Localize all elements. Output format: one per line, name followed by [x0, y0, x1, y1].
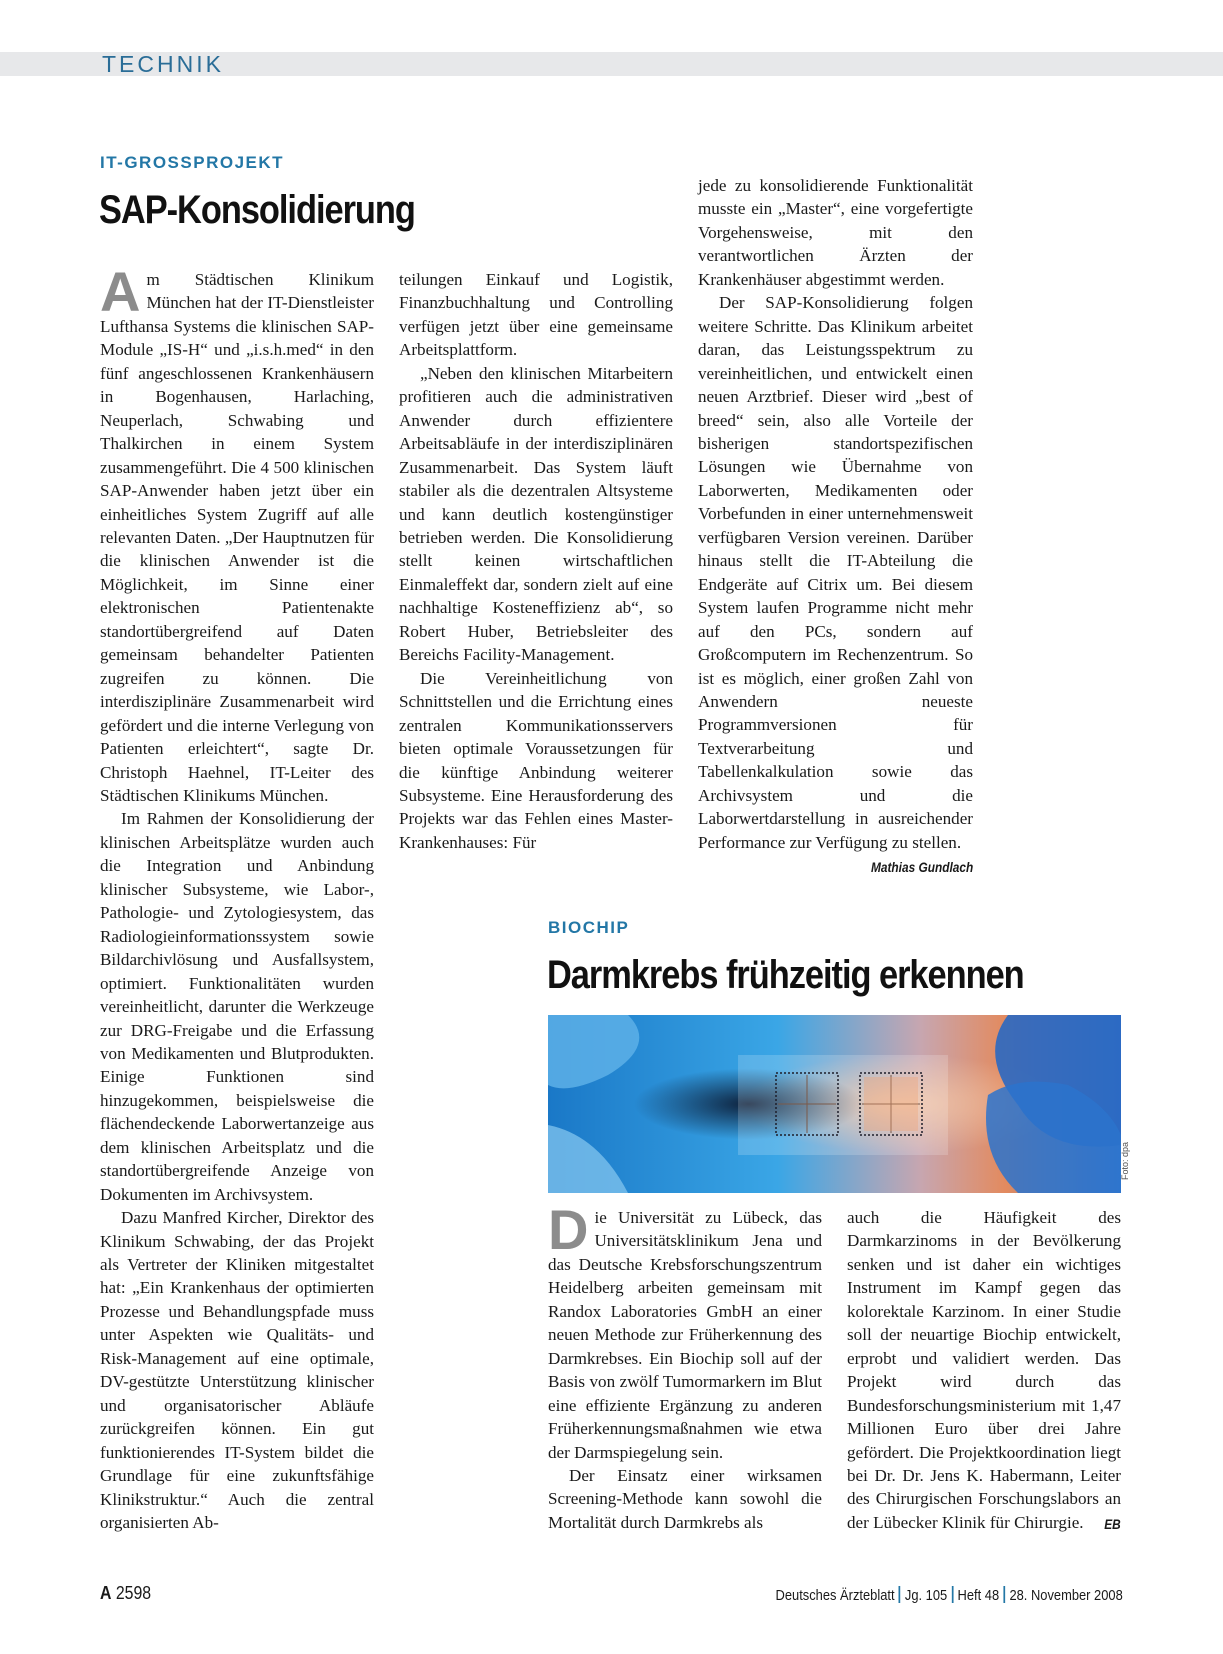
article1-col2-para-3: Die Vereinheitlichung von Schnittstellen und die Errichtung eines zentralen Kommunikationsservers bieten optimale Voraussetzungen für die künftige Anbindung weiterer Subsysteme. Eine Herausforderung des Projekts war das Fehlen eines Master-Krankenhauses: Für — [399, 668, 673, 852]
article1-column-1 — [100, 260, 374, 1558]
article2-column-1 — [548, 1198, 822, 1566]
article1-col3-para-1: jede zu konsolidierende Funktionalität musste ein „Master“, eine vorgefertigte Vorgehensweise, mit den verantwortlichen Ärzten der Krankenhäuser abgestimmt werden. — [698, 176, 973, 289]
footer-separator — [952, 1586, 954, 1603]
article1-col1-para-1: Am Städtischen Klinikum München hat der IT-Dienstleister Lufthansa Systems die klinischen SAP-Module „IS-H“ und „i.s.h.med“ in den fünf angeschlossenen Krankenhäusern in Bogenhausen, Harlaching, Neuperlach, Schwabing und Thalkirchen in einem System zusammengeführt. Die 4 500 klinischen SAP-Anwender haben jetzt über ein einheitliches System Zugriff auf alle relevanten Daten. „Der Hauptnutzen für die klinischen Anwender ist die Möglichkeit, im Sinne einer elektronischen Patientenakte standortübergreifend auf Daten gemeinsam behandelter Patienten zugreifen zu können. Die interdisziplinäre Zusammenarbeit wird gefördert und die interne Verlegung von Patienten erleichtert“, sagte Dr. Christoph Haehnel, IT-Leiter des Städtischen Klinikums München. — [100, 260, 374, 805]
journal-name: Deutsches Ärzteblatt — [775, 1587, 895, 1604]
article2-kicker: BIOCHIP — [548, 918, 630, 937]
article2-col1-para-2: Der Einsatz einer wirksamen Screening-Methode kann sowohl die Mortalität durch Darmkrebs als — [548, 1465, 822, 1532]
article2-col2-para-1: auch die Häufigkeit des Darmkarzinoms in der Bevölkerung senken und ist daher ein wichtiges Instrument im Kampf gegen das kolorektale Karzinom. In einer Studie soll der neuartige Biochip entwickelt, erprobt und validiert werden. Das Projekt wird durch das Bundesforschungsministerium mit 1,47 Millionen Euro über drei Jahre gefördert. Die Projektkoordination liegt bei Dr. Dr. Jens K. Habermann, Leiter des Chirurgischen Forschungslabors an der Lübecker Klinik für Chirurgie. EB — [847, 1206, 1121, 1534]
article1-column-3 — [698, 174, 973, 876]
article2-dropcap: D — [548, 1198, 589, 1261]
footer-separator — [899, 1586, 901, 1603]
biochip-photo — [548, 1015, 1121, 1193]
page-number: A 2598 — [100, 1583, 152, 1603]
article1-col2-para-2: „Neben den klinischen Mitarbeitern profitieren auch die administrativen Anwender durch effizientere Arbeitsabläufe in der interdisziplinären Zusammenarbeit. Das System läuft stabiler als die dezentralen Altsysteme und kann deutlich kostengünstiger betrieben werden. Die Konsolidierung stellt keinen wirtschaftlichen Einmaleffekt dar, sondern zielt auf eine nachhaltige Kosteneffizienz ab“, so Robert Huber, Betriebsleiter des Bereichs Facility-Management. — [399, 363, 673, 665]
journal-date: 28. November 2008 — [1009, 1587, 1123, 1604]
article1-col3-para-2: Der SAP-Konsolidierung folgen weitere Schritte. Das Klinikum arbeitet daran, das Leistungsspektrum zu vereinheitlichen, und entwickelt einen neuen Arztbrief. Dieser wird „best of breed“ sein, also alle Vorteile der bisherigen standortspezifischen Lösungen wie Übernahme von Laborwerten, Medikamenten oder Vorbefunden in einer unternehmensweit verfügbaren Version vereinen. Darüber hinaus stellt die IT-Abteilung die Endgeräte auf Citrix um. Bei diesem System laufen Programme nicht mehr auf den PCs, sondern auf Großcomputern im Rechenzentrum. So ist es möglich, einer großen Zahl von Anwendern neueste Programmversionen für Textverarbeitung und Tabellenkalkulation sowie das Archivsystem und die Laborwertdarstellung in ausreichender Performance zur Verfügung zu stellen. Mathias Gundlach — [698, 291, 973, 854]
article2-column-2 — [847, 1206, 1121, 1566]
article1-kicker: IT-GROSSPROJEKT — [100, 153, 285, 172]
article2-author: EB — [1104, 1516, 1121, 1532]
article1-dropcap: A — [100, 260, 141, 323]
journal-info — [776, 1586, 1123, 1604]
article1-col1-para-2: Im Rahmen der Konsolidierung der klinischen Arbeitsplätze wurden auch die Integration und Anbindung klinischer Subsysteme, wie Labor-, Pathologie- und Zytologiesystem, das Radiologieinformationssystem sowie Bildarchivlösung und Ausfallsystem, optimiert. Funktionalitäten wurden vereinheitlicht, darunter die Werkzeuge zur DRG-Freigabe und die Erfassung von Medikamenten und Blutprodukten. Einige Funktionen sind hinzugekommen, beispielsweise die flächendeckende Laborwertanzeige aus dem klinischen Arbeitsplatz und die standortübergreifende Anzeige von Dokumenten im Archivsystem. — [100, 809, 374, 1204]
biochip-photo-graphic — [548, 1015, 1121, 1193]
article1-col2-para-1: teilungen Einkauf und Logistik, Finanzbuchhaltung und Controlling verfügen jetzt über eine gemeinsame Arbeitsplattform. — [399, 270, 673, 360]
article2-col1-para-1: Die Universität zu Lübeck, das Universitätsklinikum Jena und das Deutsche Krebsforschungszentrum Heidelberg arbeiten gemeinsam mit Randox Laboratories GmbH an einer neuen Methode zur Früherkennung des Darmkrebses. Ein Biochip soll auf der Basis von zwölf Tumormarkern im Blut eine effiziente Ergänzung zu anderen Früherkennungsmaßnahmen wie etwa der Darmspiegelung sein. — [548, 1198, 822, 1462]
section-label: TECHNIK — [102, 51, 224, 77]
photo-credit: Foto: dpa — [1120, 1141, 1130, 1180]
article2-headline: Darmkrebs frühzeitig erkennen — [547, 953, 1024, 997]
article1-author: Mathias Gundlach — [870, 860, 973, 876]
journal-issue: Heft 48 — [957, 1587, 1000, 1604]
footer-separator — [1004, 1586, 1006, 1603]
article1-col1-para-3: Dazu Manfred Kircher, Direktor des Klinikum Schwabing, der das Projekt als Vertreter der Kliniken mitgestaltet hat: „Ein Krankenhaus der optimierten Prozesse und Behandlungspfade muss unter Aspekten wie Qualitäts- und Risk-Management auf eine optimale, DV-gestützte Unterstützung klinischer und organisatorischer Abläufe zurückgreifen können. Ein gut funktionierendes IT-System bildet die Grundlage für eine zukunftsfähige Klinikstruktur.“ Auch die zentral organisierten Ab- — [100, 1208, 374, 1533]
article1-headline: SAP-Konsolidierung — [99, 188, 415, 232]
article1-column-2 — [399, 268, 673, 858]
journal-volume: Jg. 105 — [905, 1587, 948, 1604]
